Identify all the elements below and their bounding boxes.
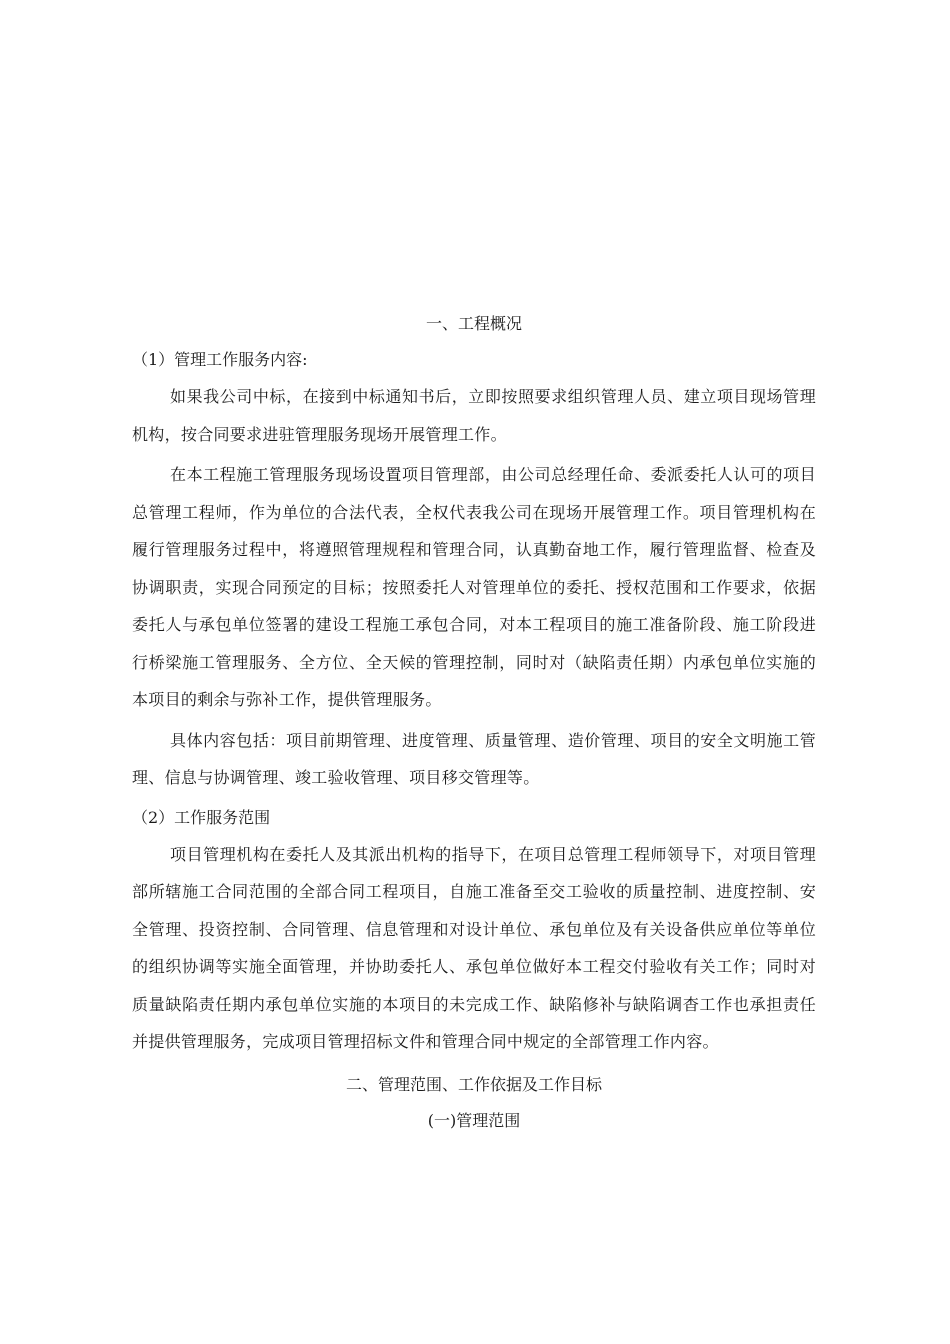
sub-heading-service-content: （1）管理工作服务内容: xyxy=(132,350,308,369)
paragraph: 具体内容包括：项目前期管理、进度管理、质量管理、造价管理、项目的安全文明施工管理、信息与协调管理、竣工验收管理、项目移交管理等。 xyxy=(132,730,816,787)
paragraph: 项目管理机构在委托人及其派出机构的指导下，在项目总管理工程师领导下，对项目管理部所辖施工合同范围的全部合同工程项目，自施工准备至交工验收的质量控制、进度控制、安全管理、投资控制、合同管理、信息管理和对设计单位、承包单位及有关设备供应单位等单位的组织协调等实施全面管理，并协助委托人、承包单位做好本工程交付验收有关工作；同时对质量缺陷责任期内承包单位实施的本项目的未完成工作、缺陷修补与缺陷调杳工作也承担责任并提供管理服务，完成项目管理招标文件和管理合同中规定的全部管理工作内容。 xyxy=(132,844,816,1051)
paragraph: 在本工程施工管理服务现场设置项目管理部，由公司总经理任命、委派委托人认可的项目总管理工程师，作为单位的合法代表，全权代表我公司在现场开展管理工作。项目管理机构在履行管理服务过程中，将遵照管理规程和管理合同，认真勤奋地工作，履行管理监督、检查及协调职责，实现合同预定的目标；按照委托人对管理单位的委托、授权范围和工作要求，依据委托人与承包单位签署的建设工程施工承包合同，对本工程项目的施工准备阶段、施工阶段进行桥梁施工管理服务、全方位、全天候的管理控制，同时对（缺陷责任期）内承包单位实施的本项目的剩余与弥补工作，提供管理服务。 xyxy=(132,465,816,709)
sub-heading-service-scope: （2）工作服务范围 xyxy=(132,807,271,827)
section-subtitle-management-scope: (一)管理范围 xyxy=(427,1110,521,1130)
section-title-scope-basis-goals: 二、管理范围、工作依据及工作目标 xyxy=(345,1074,602,1094)
section-title-overview: 一、工程概况 xyxy=(425,314,522,333)
paragraph: 如果我公司中标，在接到中标通知书后，立即按照要求组织管理人员、建立项目现场管理机构，按合同要求进驻管理服务现场开展管理工作。 xyxy=(132,387,816,444)
document-page xyxy=(132,306,816,1139)
